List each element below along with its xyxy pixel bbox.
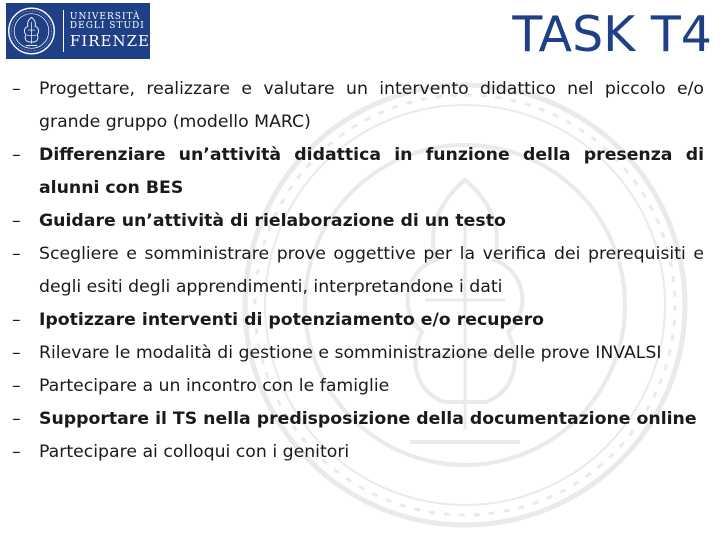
task-list bbox=[12, 73, 704, 469]
task-item bbox=[12, 337, 704, 370]
dash-bullet: – bbox=[12, 244, 21, 264]
task-text: Partecipare ai colloqui con i genitori bbox=[39, 442, 350, 462]
logo-line-firenze: FIRENZE bbox=[69, 32, 150, 50]
dash-bullet: – bbox=[12, 211, 21, 231]
task-item bbox=[12, 205, 704, 238]
task-text: Guidare un’attività di rielaborazione di un testo bbox=[39, 211, 506, 231]
task-text: Ipotizzare interventi di potenziamento e/o recupero bbox=[39, 310, 544, 330]
university-logo bbox=[6, 3, 150, 59]
task-text: Rilevare le modalità di gestione e somministrazione delle prove INVALSI bbox=[39, 343, 662, 363]
logo-wordmark bbox=[70, 13, 150, 49]
task-item bbox=[12, 304, 704, 337]
dash-bullet: – bbox=[12, 376, 21, 396]
dash-bullet: – bbox=[12, 79, 21, 99]
task-text: Scegliere e somministrare prove oggettive per la verifica dei prerequisiti e degli esiti degli apprendimenti, interpretandone i dati bbox=[39, 244, 704, 297]
dash-bullet: – bbox=[12, 343, 21, 363]
task-item bbox=[12, 73, 704, 139]
university-seal-icon bbox=[6, 3, 57, 59]
task-item bbox=[12, 238, 704, 304]
task-item bbox=[12, 403, 704, 436]
dash-bullet: – bbox=[12, 310, 21, 330]
task-text: Differenziare un’attività didattica in funzione della presenza di alunni con BES bbox=[39, 145, 704, 198]
dash-bullet: – bbox=[12, 442, 21, 462]
task-text: Supportare il TS nella predisposizione della documentazione online bbox=[39, 409, 697, 429]
task-text: Partecipare a un incontro con le famiglie bbox=[39, 376, 390, 396]
task-item bbox=[12, 370, 704, 403]
slide-title: TASK T4 bbox=[512, 6, 712, 63]
logo-line-universita: UNIVERSITÀ bbox=[69, 12, 141, 22]
task-text: Progettare, realizzare e valutare un intervento didattico nel piccolo e/o grande gruppo (modello MARC) bbox=[39, 79, 704, 132]
logo-divider bbox=[63, 10, 64, 52]
dash-bullet: – bbox=[12, 409, 21, 429]
task-item bbox=[12, 436, 704, 469]
task-item bbox=[12, 139, 704, 205]
slide-header bbox=[0, 0, 720, 68]
dash-bullet: – bbox=[12, 145, 21, 165]
logo-line-degli-studi: DEGLI STUDI bbox=[69, 21, 145, 31]
